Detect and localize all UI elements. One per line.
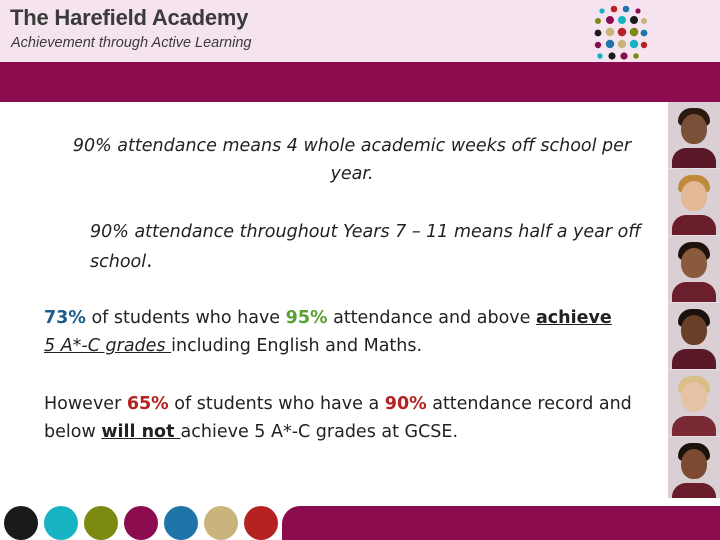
slide-point-4 — [44, 390, 659, 446]
slide-point-2-text: 90% attendance throughout Years 7 – 11 means half a year off school — [90, 222, 641, 272]
achieve-word: achieve — [536, 308, 612, 328]
student-photo-strip — [668, 102, 720, 498]
header — [0, 0, 720, 62]
student-photo-4 — [668, 303, 720, 370]
student-photo-3 — [668, 236, 720, 303]
slide-point-2 — [90, 218, 650, 276]
slide-point-3 — [44, 304, 659, 360]
student-photo-5 — [668, 370, 720, 437]
pct-65: 65% — [126, 394, 169, 414]
grades-text: 5 A*-C grades — [44, 336, 172, 356]
slide-point-1: 90% attendance means 4 whole academic weeks off school per year. — [72, 136, 632, 184]
will-not-text: will not — [101, 422, 181, 442]
footer-dot-blue — [164, 506, 198, 540]
footer-dot-olive — [84, 506, 118, 540]
p4-text-4: achieve 5 A*-C grades at GCSE. — [180, 422, 459, 442]
header-band — [0, 62, 720, 102]
p4-text-1: However — [44, 394, 127, 414]
p4-text-3: attendance record and below — [44, 394, 632, 442]
p4-text-2: of students who have a — [168, 394, 385, 414]
student-photo-2 — [668, 169, 720, 236]
footer-dot-black — [4, 506, 38, 540]
p3-text-1: of students who have — [85, 308, 286, 328]
p3-text-2: attendance and above — [327, 308, 536, 328]
footer-band — [282, 506, 720, 540]
p3-text-3: including English and Maths. — [171, 336, 423, 356]
footer-dot-teal — [44, 506, 78, 540]
footer-dot-sand — [204, 506, 238, 540]
footer-dot-red — [244, 506, 278, 540]
pct-95: 95% — [285, 308, 328, 328]
student-photo-6 — [668, 437, 720, 498]
footer-dot-maroon — [124, 506, 158, 540]
academy-name: The Harefield Academy — [10, 5, 249, 30]
academy-tagline: Achievement through Active Learning — [11, 35, 252, 51]
slide-point-2-period: . — [146, 248, 153, 272]
pct-73: 73% — [44, 308, 86, 328]
student-photo-1 — [668, 102, 720, 169]
pct-90: 90% — [384, 394, 427, 414]
